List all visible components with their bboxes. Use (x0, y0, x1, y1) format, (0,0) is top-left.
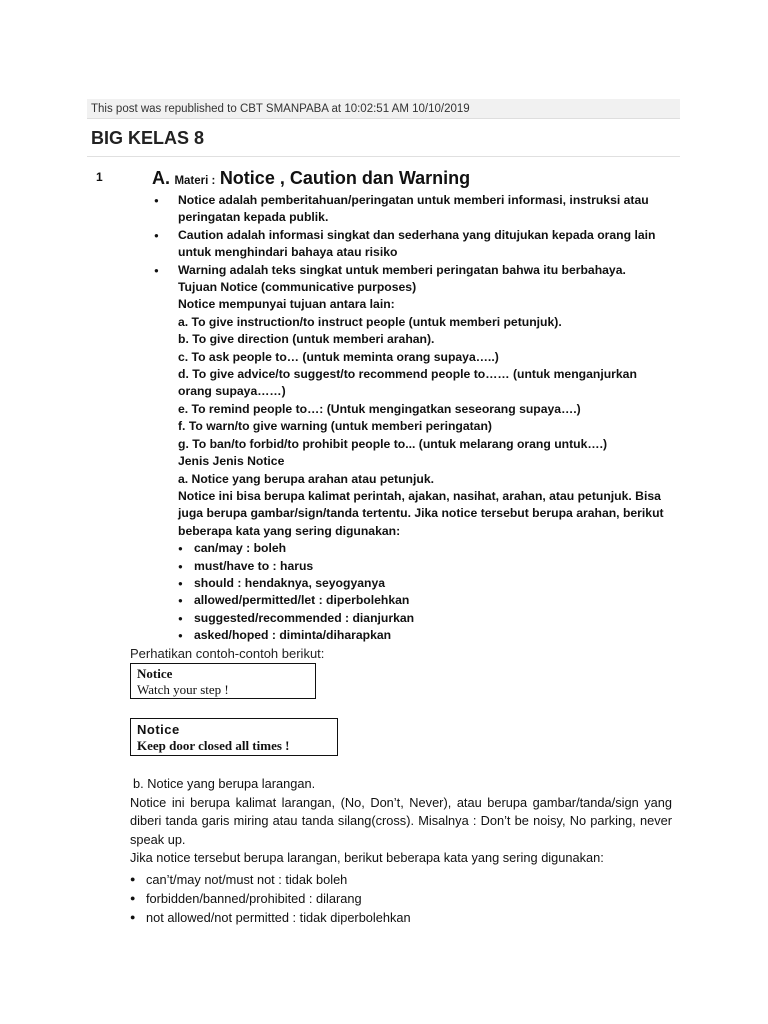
purpose-item: b. To give direction (untuk memberi arahan). (178, 332, 435, 347)
type-b-word: ● not allowed/not permitted : tidak diperbolehkan (130, 908, 672, 927)
purpose-item: g. To ban/to forbid/to prohibit people to... (untuk melarang orang untuk….) (178, 436, 608, 451)
type-a-word: ● suggested/recommended : dianjurkan (152, 610, 672, 627)
type-a-description: Notice ini bisa berupa kalimat perintah, ajakan, nasihat, arahan, atau petunjuk. Bisa juga berupa gambar/sign/tanda tertentu. Jika notice tersebut berupa arahan, berikut beberapa kata yang sering digunakan: (178, 488, 664, 538)
purpose-item: a. To give instruction/to instruct people (untuk memberi petunjuk). (178, 314, 562, 329)
material-body (152, 192, 672, 645)
purpose-item: c. To ask people to… (untuk meminta orang supaya…..) (178, 349, 499, 364)
definition-notice: ● Notice adalah pemberitahuan/peringatan untuk memberi informasi, instruksi atau peringatan kepada publik. (152, 192, 672, 227)
purpose-item: d. To give advice/to suggest/to recommend people to…… (untuk menganjurkan orang supaya……) (178, 367, 637, 399)
example-notice-text: Keep door closed all times ! (137, 738, 290, 753)
item-number: 1 (96, 170, 103, 184)
definition-warning: ● Warning adalah teks singkat untuk memberi peringatan bahwa itu berbahaya. (152, 262, 672, 279)
type-b-title: b. Notice yang berupa larangan. (133, 776, 316, 791)
type-a-title: a. Notice yang berupa arahan atau petunjuk. (178, 471, 434, 486)
type-a-word: ● should : hendaknya, seyogyanya (152, 575, 672, 592)
heading-materi-label: Materi : (174, 175, 216, 187)
example-notice-box-1 (130, 663, 316, 699)
title-divider (87, 156, 680, 157)
types-title: Jenis Jenis Notice (178, 454, 285, 469)
purpose-item: f. To warn/to give warning (untuk memberi peringatan) (178, 419, 492, 434)
republish-notice: This post was republished to CBT SMANPABA at 10:02:51 AM 10/10/2019 (87, 99, 680, 119)
type-b-section (130, 775, 672, 927)
examples-heading: Perhatikan contoh-contoh berikut: (130, 646, 325, 661)
document-title: BIG KELAS 8 (91, 128, 205, 148)
type-b-intro: Jika notice tersebut berupa larangan, berikut beberapa kata yang sering digunakan: (130, 850, 604, 866)
type-a-word: ● can/may : boleh (152, 540, 672, 557)
type-a-word: ● asked/hoped : diminta/diharapkan (152, 627, 672, 644)
example-notice-title: Notice (137, 666, 173, 681)
type-b-word: ● can’t/may not/must not : tidak boleh (130, 870, 672, 889)
type-a-word: ● allowed/permitted/let : diperbolehkan (152, 592, 672, 609)
purpose-title: Tujuan Notice (communicative purposes) (178, 280, 417, 295)
type-b-word: ● forbidden/banned/prohibited : dilarang (130, 889, 672, 908)
heading-title: Notice , Caution dan Warning (219, 168, 471, 188)
purpose-intro: Notice mempunyai tujuan antara lain: (178, 297, 395, 312)
example-notice-text: Watch your step ! (137, 682, 229, 697)
example-notice-title: Notice (137, 722, 180, 737)
type-b-description: Notice ini berupa kalimat larangan, (No, Don’t, Never), atau berupa gambar/tanda/sign yang diberi tanda garis miring atau tanda silang(cross). Misalnya : Don’t be noisy, No parking, never speak up. (130, 794, 672, 847)
example-notice-box-2 (130, 718, 338, 756)
type-a-word: ● must/have to : harus (152, 558, 672, 575)
purpose-item: e. To remind people to…: (Untuk mengingatkan seseorang supaya….) (178, 401, 581, 416)
definition-caution: ● Caution adalah informasi singkat dan sederhana yang ditujukan kepada orang lain untuk menghindari bahaya atau risiko (152, 227, 672, 262)
type-b-word-list (130, 870, 672, 927)
section-heading (152, 168, 470, 189)
heading-letter: A. (152, 168, 170, 188)
